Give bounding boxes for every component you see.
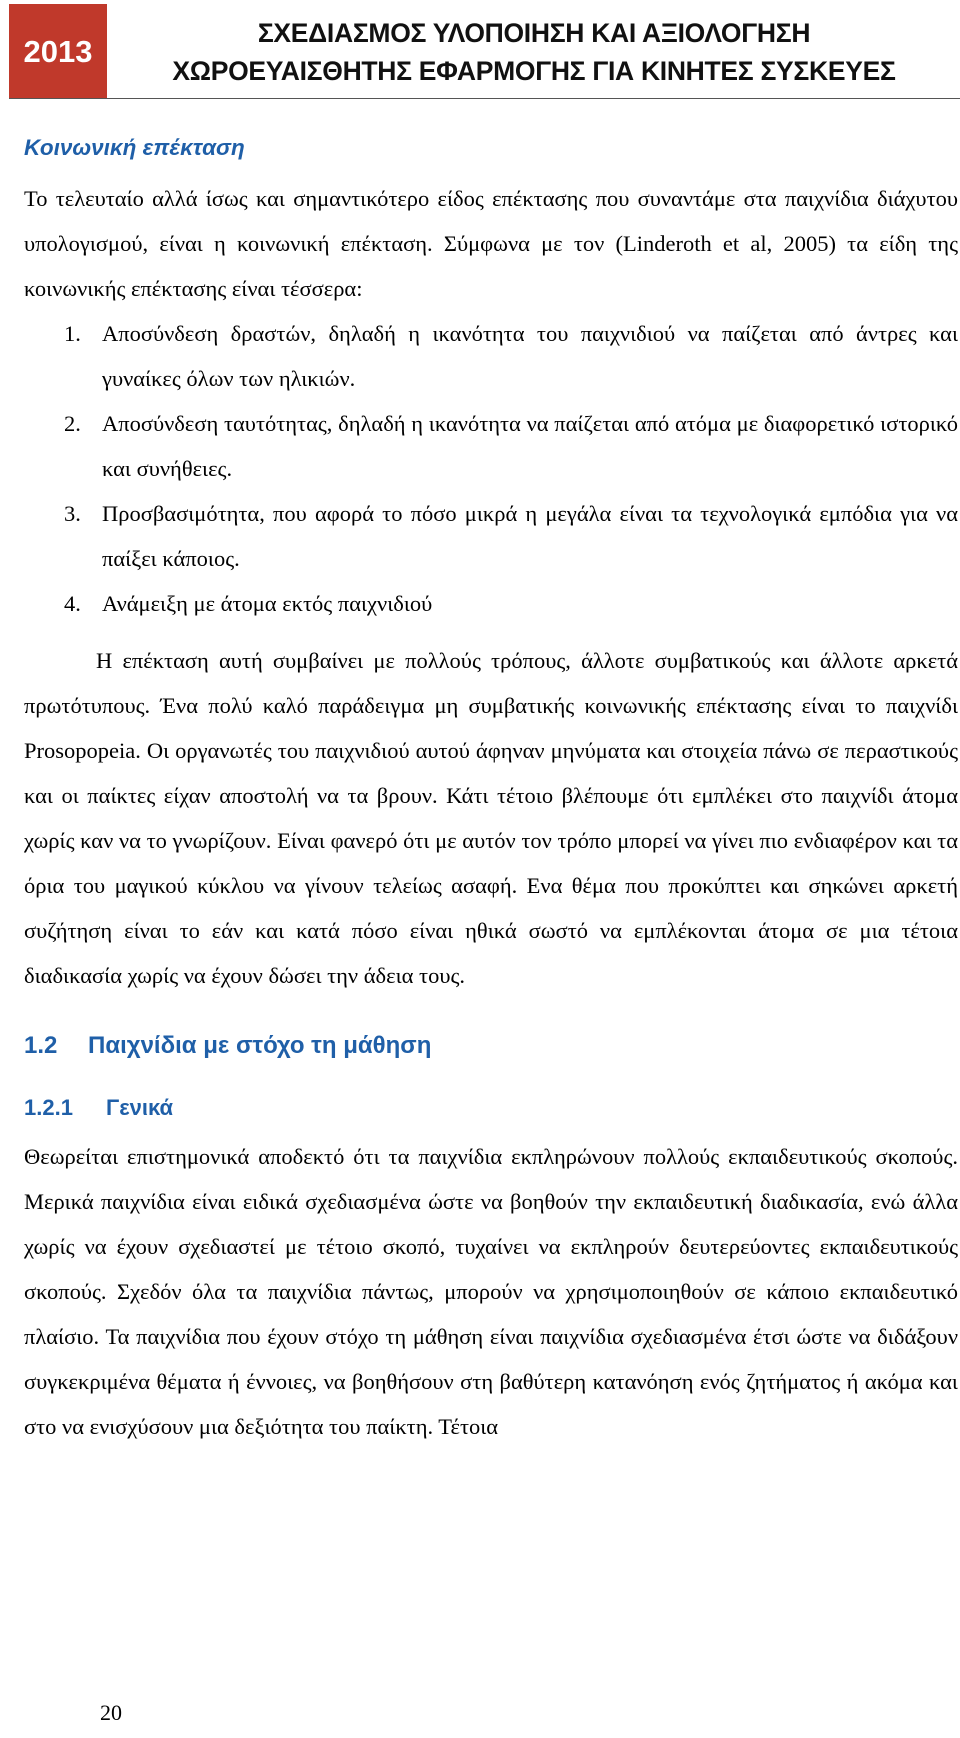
subsection-title: Γενικά: [106, 1095, 174, 1120]
list-item-text: Αποσύνδεση ταυτότητας, δηλαδή η ικανότητα να παίζεται από ατόμα με διαφορετικό ιστορικό και συνήθειες.: [102, 411, 958, 481]
list-item-number: 2.: [64, 411, 81, 436]
header-divider: [9, 98, 960, 99]
header-title-line-1: ΣΧΕΔΙΑΣΜΟΣ ΥΛΟΠΟΙΗΣΗ ΚΑΙ ΑΞΙΟΛΟΓΗΣΗ: [257, 18, 811, 48]
page-content: [24, 120, 958, 1449]
list-item: [24, 491, 958, 581]
subsection-number: 1.2.1: [24, 1095, 73, 1120]
list-item-text: Προσβασιμότητα, που αφορά το πόσο μικρά η μεγάλα είναι τα τεχνολογικά εμπόδια για να παίξει κάποιος.: [102, 501, 958, 571]
section-number: 1.2: [24, 1032, 58, 1059]
section-heading: [24, 1016, 958, 1076]
general-paragraph: Θεωρείται επιστημονικά αποδεκτό ότι τα παιχνίδια εκπληρώνουν πολλούς εκπαιδευτικούς σκοπούς. Μερικά παιχνίδια είναι ειδικά σχεδιασμένα ώστε να βοηθούν την εκπαιδευτική διαδικασία, ενώ άλλα χωρίς να έχουν σχεδιαστεί με τέτοιο σκοπό, τυχαίνει να εκπληρούν δευτερεύοντες εκπαιδευτικούς σκοπούς. Σχεδόν όλα τα παιχνίδια πάντως, μπορούν να χρησιμοποιηθούν σε κάποιο εκπαιδευτικό πλαίσιο. Τα παιχνίδια που έχουν στόχο τη μάθηση είναι παιχνίδια σχεδιασμένα έτσι ώστε να διδάξουν συγκεκριμένα θέματα ή έννοιες, να βοηθήσουν στη βαθύτερη κατανόηση ενός ζητήματος ή ακόμα και στο να ενισχύσουν μια δεξιότητα του παίκτη. Τέτοια: [24, 1144, 958, 1439]
year-badge: 2013: [9, 4, 107, 99]
list-item: [24, 311, 958, 401]
section-title: Παιχνίδια με στόχο τη μάθηση: [88, 1032, 432, 1059]
list-item-text: Αποσύνδεση δραστών, δηλαδή η ικανότητα του παιχνιδιού να παίζεται από άντρες και γυναίκες όλων των ηλικιών.: [102, 321, 958, 391]
page-header: [0, 0, 960, 100]
list-item: [24, 581, 958, 626]
page-number: 20: [100, 1700, 122, 1725]
list-item-number: 3.: [64, 501, 81, 526]
social-intro-paragraph: Το τελευταίο αλλά ίσως και σημαντικότερο είδος επέκτασης που συναντάμε στα παιχνίδια διάχυτου υπολογισμού, είναι η κοινωνική επέκταση. Σύμφωνα με τον (Linderoth et al, 2005) τα είδη της κοινωνικής επέκτασης είναι τέσσερα:: [24, 186, 958, 301]
subsection-heading: [24, 1082, 958, 1134]
header-title: [108, 14, 960, 90]
list-item-number: 1.: [64, 321, 81, 346]
header-title-line-2: ΧΩΡΟΕΥΑΙΣΘΗΤΗΣ ΕΦΑΡΜΟΓΗΣ ΓΙΑ ΚΙΝΗΤΕΣ ΣΥΣΚΕΥΕΣ: [172, 56, 896, 86]
social-body-paragraph: Η επέκταση αυτή συμβαίνει με πολλούς τρόπους, άλλοτε συμβατικούς και άλλοτε αρκετά πρωτότυπους. Ένα πολύ καλό παράδειγμα μη συμβατικής κοινωνικής επέκτασης είναι το παιχνίδι Prosopopeia. Οι οργανωτές του παιχνιδιού αυτού άφηναν μηνύματα και στοιχεία πάνω σε περαστικούς και οι παίκτες είχαν αποστολή να τα βρουν. Κάτι τέτοιο βλέπουμε ότι εμπλέκει στο παιχνίδι άτομα χωρίς καν να το γνωρίζουν. Είναι φανερό ότι με αυτόν τον τρόπο μπορεί να γίνει πιο ενδιαφέρον και τα όρια του μαγικού κύκλου να γίνουν τελείως ασαφή. Ενα θέμα που προκύπτει και σηκώνει αρκετή συζήτηση είναι το εάν και κατά πόσο είναι ηθικά σωστό να εμπλέκονται άτομα σε μια τέτοια διαδικασία χωρίς να έχουν δώσει την άδεια τους.: [24, 648, 958, 988]
list-item-text: Ανάμειξη με άτομα εκτός παιχνιδιού: [102, 591, 433, 616]
social-extension-list: [24, 311, 958, 626]
social-extension-heading: Κοινωνική επέκταση: [24, 135, 245, 160]
list-item: [24, 401, 958, 491]
list-item-number: 4.: [64, 591, 81, 616]
